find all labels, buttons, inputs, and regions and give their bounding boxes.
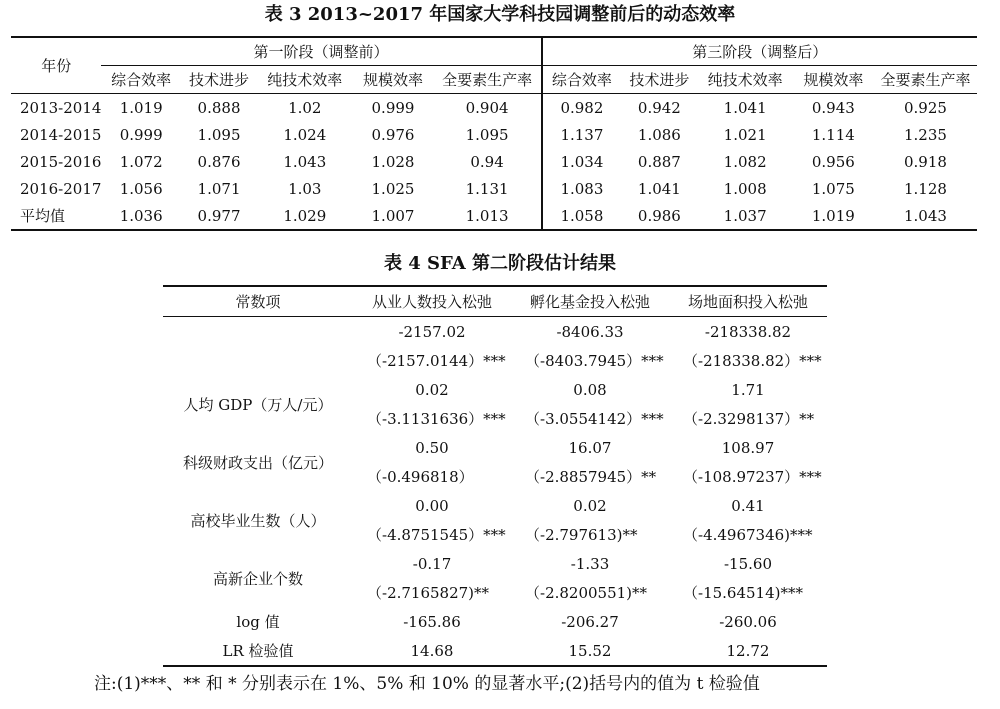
tvalue-cell: （-2.8200551)** (525, 584, 648, 602)
value-cell: 0.876 (197, 152, 241, 171)
table-note: 注:(1)***、** 和 * 分别表示在 1%、5% 和 10% 的显著水平;(2)括号内的值为 t 检验值 (94, 674, 760, 694)
value-cell: 1.025 (371, 179, 415, 198)
value-cell: 0.94 (470, 152, 504, 171)
value-cell: 1.128 (903, 179, 947, 198)
value-cell: 0.904 (465, 98, 509, 117)
metric-header: 技术进步 (621, 66, 697, 94)
table4-title: 表 4 SFA 第二阶段估计结果 (383, 253, 616, 274)
row-label: 高新企业个数 (212, 569, 303, 588)
column-header: 常数项 (163, 286, 353, 317)
year-cell: 平均值 (11, 202, 101, 230)
value-cell: 1.041 (637, 179, 681, 198)
value-cell: 1.137 (542, 121, 622, 148)
table3 (11, 36, 977, 231)
value-cell: 0.977 (181, 202, 257, 230)
value-cell: 0.887 (637, 152, 681, 171)
value-cell: 1.034 (542, 148, 622, 175)
value-cell: 0.956 (811, 152, 855, 171)
table-row (163, 433, 827, 462)
tvalue-cell: （-2.7165827)** (367, 584, 490, 602)
value-cell: 1.095 (197, 125, 241, 144)
table-row (11, 121, 977, 148)
tvalue-cell: （-2157.0144）*** (367, 352, 506, 370)
value-cell: 0.982 (542, 94, 622, 122)
coef-cell: -0.17 (412, 554, 452, 573)
tvalue-cell: （-218338.82）*** (683, 352, 822, 370)
metric-header: 技术进步 (181, 66, 257, 94)
coef-cell: 0.41 (731, 496, 765, 515)
tvalue-cell: （-0.496818） (367, 468, 474, 486)
value-cell: 1.095 (465, 125, 509, 144)
coef-cell: 108.97 (721, 438, 775, 457)
table-row (163, 636, 827, 666)
column-header: 场地面积投入松弛 (669, 286, 827, 317)
tvalue-cell: （-3.1131636）*** (367, 410, 506, 428)
summary-cell: -206.27 (561, 612, 619, 631)
value-cell: 0.942 (637, 98, 681, 117)
row-label: 人均 GDP（万人/元） (183, 395, 333, 414)
metric-header: 综合效率 (542, 66, 622, 94)
metric-header: 全要素生产率 (434, 66, 542, 94)
value-cell: 1.03 (288, 179, 322, 198)
tvalue-cell: （-2.797613)** (525, 526, 638, 544)
table-row (11, 175, 977, 202)
tvalue-cell: （-15.64514)*** (683, 584, 803, 602)
value-cell: 0.943 (811, 98, 855, 117)
value-cell: 1.086 (637, 125, 681, 144)
coef-cell: 0.02 (415, 380, 449, 399)
table-row (11, 94, 977, 122)
coef-cell: 16.07 (568, 438, 612, 457)
value-cell: 1.114 (811, 125, 855, 144)
coef-cell: -1.33 (570, 554, 610, 573)
coef-cell: -8406.33 (556, 322, 624, 341)
row-label (163, 317, 353, 376)
value-cell: 1.036 (101, 202, 180, 230)
table-row (163, 375, 827, 404)
year-cell: 2015-2016 (20, 152, 102, 171)
tvalue-cell: （-2.3298137）** (683, 410, 815, 428)
value-cell: 1.235 (903, 125, 947, 144)
value-cell: 1.071 (197, 179, 241, 198)
metric-header: 纯技术效率 (257, 66, 352, 94)
summary-cell: -260.06 (719, 612, 777, 631)
year-cell: 2016-2017 (20, 179, 102, 198)
coef-cell: -15.60 (723, 554, 772, 573)
group-header-after: 第三阶段（调整后） (542, 37, 977, 66)
value-cell: 1.072 (119, 152, 163, 171)
value-cell: 1.082 (723, 152, 767, 171)
value-cell: 1.019 (793, 202, 874, 230)
tvalue-cell: （-2.8857945）** (525, 468, 657, 486)
value-cell: 1.029 (257, 202, 352, 230)
value-cell: 1.008 (723, 179, 767, 198)
metric-header: 综合效率 (101, 66, 180, 94)
coef-cell: -218338.82 (704, 322, 792, 341)
value-cell: 0.918 (903, 152, 947, 171)
row-label: LR 检验值 (163, 636, 353, 666)
value-cell: 1.019 (119, 98, 163, 117)
tvalue-cell: （-4.4967346)*** (683, 526, 813, 544)
value-cell: 0.925 (903, 98, 947, 117)
value-cell: 1.058 (542, 202, 622, 230)
value-cell: 0.999 (119, 125, 163, 144)
year-cell: 2013-2014 (20, 98, 102, 117)
tvalue-cell: （-108.97237）*** (683, 468, 822, 486)
column-header: 孵化基金投入松弛 (511, 286, 669, 317)
row-label: log 值 (236, 613, 280, 631)
value-cell: 1.075 (811, 179, 855, 198)
summary-cell: 15.52 (511, 636, 669, 666)
coef-cell: 0.00 (415, 496, 449, 515)
table4 (163, 285, 827, 667)
metric-header: 全要素生产率 (874, 66, 977, 94)
metric-header: 规模效率 (352, 66, 433, 94)
value-cell: 1.043 (874, 202, 977, 230)
value-cell: 1.028 (371, 152, 415, 171)
value-cell: 1.041 (723, 98, 767, 117)
value-cell: 1.024 (283, 125, 327, 144)
coef-cell: 0.02 (573, 496, 607, 515)
tvalue-cell: （-3.0554142）*** (525, 410, 664, 428)
value-cell: 1.02 (288, 98, 322, 117)
table-row (11, 148, 977, 175)
summary-cell: 12.72 (669, 636, 827, 666)
summary-cell: -165.86 (403, 612, 461, 631)
value-cell: 1.007 (352, 202, 433, 230)
metric-header: 纯技术效率 (698, 66, 793, 94)
tvalue-cell: （-8403.7945）*** (525, 352, 664, 370)
summary-cell: 14.68 (353, 636, 511, 666)
coef-cell: 0.50 (415, 438, 449, 457)
table-row (163, 317, 827, 347)
value-cell: 0.986 (621, 202, 697, 230)
year-cell: 2014-2015 (20, 125, 102, 144)
value-cell: 1.037 (698, 202, 793, 230)
metric-header: 规模效率 (793, 66, 874, 94)
row-label: 高校毕业生数（人） (190, 511, 326, 530)
coef-cell: -2157.02 (398, 322, 466, 341)
value-cell: 1.013 (434, 202, 542, 230)
group-header-before: 第一阶段（调整前） (101, 37, 541, 66)
value-cell: 1.021 (723, 125, 767, 144)
coef-cell: 0.08 (573, 380, 607, 399)
value-cell: 1.056 (119, 179, 163, 198)
row-label: 科级财政支出（亿元） (182, 453, 333, 472)
value-cell: 1.083 (542, 175, 622, 202)
value-cell: 1.043 (283, 152, 327, 171)
tvalue-cell: （-4.8751545）*** (367, 526, 506, 544)
value-cell: 1.131 (465, 179, 509, 198)
table3-title: 表 3 2013~2017 年国家大学科技园调整前后的动态效率 (264, 4, 736, 25)
table-row (163, 491, 827, 520)
table-row (163, 549, 827, 578)
value-cell: 0.999 (371, 98, 415, 117)
year-header: 年份 (11, 37, 101, 94)
value-cell: 0.888 (197, 98, 241, 117)
coef-cell: 1.71 (731, 380, 765, 399)
value-cell: 0.976 (371, 125, 415, 144)
table-row (163, 607, 827, 636)
column-header: 从业人数投入松弛 (353, 286, 511, 317)
table-row (11, 202, 977, 230)
